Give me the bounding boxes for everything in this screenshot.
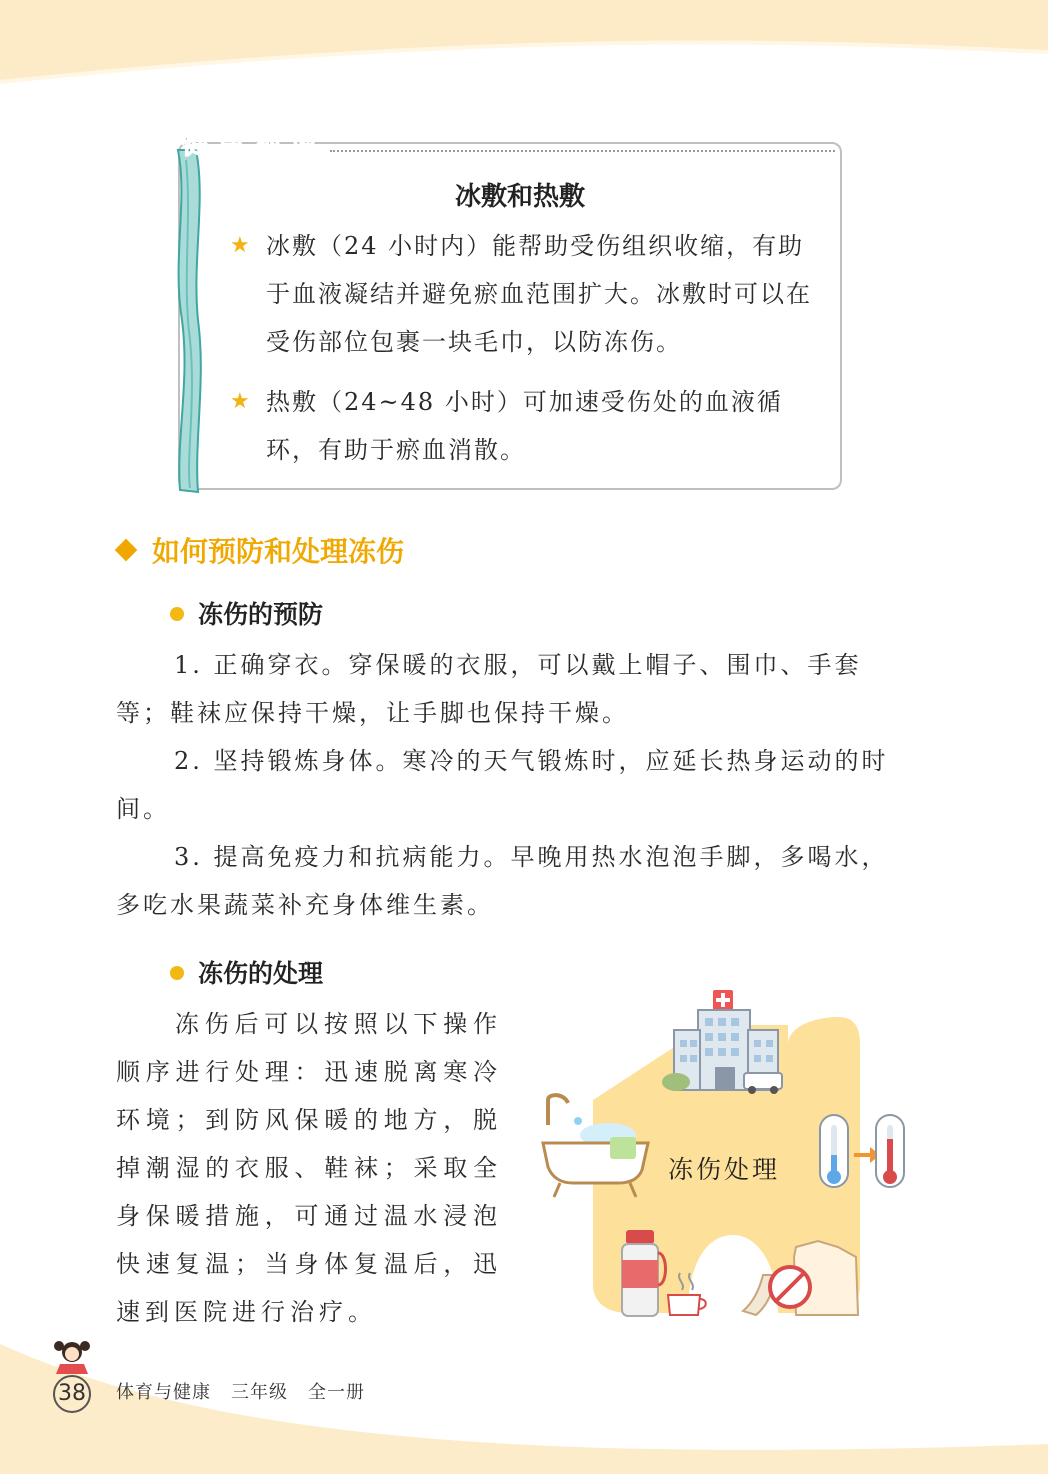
health-window-item <box>230 222 820 366</box>
paragraph <box>116 737 908 833</box>
footer-book-info <box>116 1378 385 1404</box>
paragraph <box>116 641 908 737</box>
paragraph-text: 1. 正确穿衣。穿保暖的衣服，可以戴上帽子、围巾、手套等；鞋袜应保持干燥，让手脚也保持干燥。 <box>116 651 862 727</box>
star-icon: ★ <box>230 233 252 258</box>
section-heading <box>118 530 404 570</box>
item-text: 热敷（24~48 小时）可加速受伤处的血液循环，有助于瘀血消散。 <box>266 388 783 464</box>
bullet-dot-icon <box>170 607 184 621</box>
paragraph-text: 冻伤后可以按照以下操作顺序进行处理：迅速脱离寒冷环境；到防风保暖的地方，脱掉潮湿的衣服、鞋袜；采取全身保暖措施，可通过温水浸泡快速复温；当身体复温后，迅速到医院进行治疗。 <box>116 1010 502 1326</box>
star-icon: ★ <box>230 389 252 414</box>
item-text: 冰敷（24 小时内）能帮助受伤组织收缩，有助于血液凝结并避免瘀血范围扩大。冰敷时可以在受伤部位包裹一块毛巾，以防冻伤。 <box>266 232 812 356</box>
subheading-text: 冻伤的处理 <box>198 959 324 988</box>
diamond-icon <box>115 539 138 562</box>
subheading-prevention <box>170 595 323 631</box>
subheading-text: 冻伤的预防 <box>198 600 324 629</box>
hospital-icon <box>662 990 782 1094</box>
thermometer-icon <box>820 1115 848 1187</box>
curtain-icon <box>170 140 220 500</box>
wet-clothes-icon <box>743 1241 858 1315</box>
treatment-paragraph <box>116 1000 502 1336</box>
subheading-treatment <box>170 954 323 990</box>
paragraph <box>116 833 908 929</box>
footer-volume: 全一册 <box>308 1382 365 1403</box>
footer-grade: 三年级 <box>231 1382 288 1403</box>
health-window-title: 冰敷和热敷 <box>454 182 585 212</box>
health-window-tag: 健康视窗 <box>182 127 327 160</box>
paragraph-text: 3. 提高免疫力和抗病能力。早晚用热水泡泡手脚，多喝水，多吃水果蔬菜补充身体维生素。 <box>116 843 889 919</box>
illustration-label: 冻伤处理 <box>668 1155 781 1184</box>
thermometer-icon <box>876 1115 904 1187</box>
section-heading-text: 如何预防和处理冻伤 <box>152 535 405 568</box>
footer-book-title: 体育与健康 <box>116 1382 211 1403</box>
dotted-divider <box>330 150 835 152</box>
health-window-item <box>230 378 820 474</box>
paragraph-text: 2. 坚持锻炼身体。寒冷的天气锻炼时，应延长热身运动的时间。 <box>116 747 889 823</box>
top-decorative-band <box>0 0 1048 95</box>
bullet-dot-icon <box>170 966 184 980</box>
page-number-circle <box>52 1374 92 1414</box>
page-number: 38 <box>58 1381 86 1406</box>
